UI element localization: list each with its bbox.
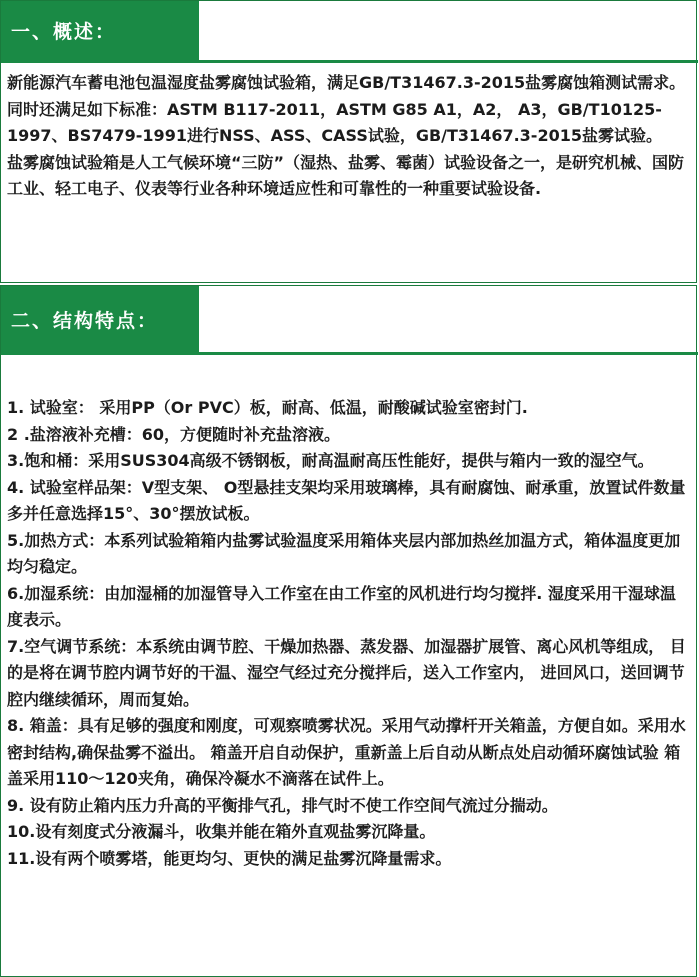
overview-heading: 一、概述： bbox=[1, 1, 199, 60]
feature-item-2: 2 .盐溶液补充槽：60，方便随时补充盐溶液。 bbox=[7, 424, 341, 444]
feature-item-1: 1. 试验室： 采用PP（Or PVC）板，耐高、低温，耐酸碱试验室密封门. bbox=[7, 398, 528, 417]
feature-item-8: 8. 箱盖：具有足够的强度和刚度，可观察喷雾状况。采用气动撑杆开关箱盖，方便自如。采用水密封结构,确保盐雾不溢出。 箱盖开启自动保护，重新盖上后自动从断点处启动循环腐蚀试验 箱盖采用110～120夹角，确保冷凝水不滴落在试件上。 bbox=[7, 716, 686, 788]
feature-item-9: 9. 设有防止箱内压力升高的平衡排气孔，排气时不使工作空间气流过分揣动。 bbox=[7, 795, 558, 815]
features-section bbox=[0, 285, 697, 977]
feature-item-4: 4. 试验室样品架：V型支架、 O型悬挂支架均采用玻璃棒，具有耐腐蚀、耐承重，放置试件数量多并任意选择15°、30°摆放试板。 bbox=[7, 477, 686, 523]
features-heading: 二、结构特点： bbox=[1, 286, 199, 352]
features-header-bar bbox=[1, 286, 698, 355]
overview-paragraph-1: 新能源汽车蓄电池包温湿度盐雾腐蚀试验箱，满足GB/T31467.3-2015盐雾腐蚀箱测试需求。同时还满足如下标准：ASTM B117-2011，ASTM G85 A1，A2， A3，GB/T10125-1997、BS7479-1991进行NSS、ASS、CASS试验，GB/T31467.3-2015盐雾试验。 bbox=[7, 73, 686, 145]
overview-header-bar bbox=[1, 1, 698, 63]
feature-item-5: 5.加热方式：本系列试验箱箱内盐雾试验温度采用箱体夹层内部加热丝加温方式，箱体温度更加均匀稳定。 bbox=[7, 530, 681, 576]
features-list bbox=[7, 395, 688, 872]
feature-item-6: 6.加湿系统：由加湿桶的加湿管导入工作室在由工作室的风机进行均匀搅拌. 湿度采用干湿球温度表示。 bbox=[7, 583, 676, 629]
overview-paragraph-2: 盐雾腐蚀试验箱是人工气候环境“三防”（湿热、盐雾、霉菌）试验设备之一，是研究机械、国防工业、轻工电子、仪表等行业各种环境适应性和可靠性的一种重要试验设备. bbox=[7, 152, 685, 198]
feature-item-10: 10.设有刻度式分液漏斗，收集并能在箱外直观盐雾沉降量。 bbox=[7, 822, 436, 841]
overview-section bbox=[0, 0, 697, 283]
feature-item-7: 7.空气调节系统：本系统由调节腔、干燥加热器、蒸发器、加湿器扩展管、离心风机等组成， 目的是将在调节腔内调节好的干温、湿空气经过充分搅拌后，送入工作室内， 进回风口，送回调节腔内继续循环，周而复始。 bbox=[7, 636, 686, 709]
overview-body bbox=[7, 70, 688, 203]
feature-item-3: 3.饱和桶：采用SUS304高级不锈钢板，耐高温耐高压性能好，提供与箱内一致的湿空气。 bbox=[7, 451, 654, 470]
feature-item-11: 11.设有两个喷雾塔，能更均匀、更快的满足盐雾沉降量需求。 bbox=[7, 848, 452, 868]
